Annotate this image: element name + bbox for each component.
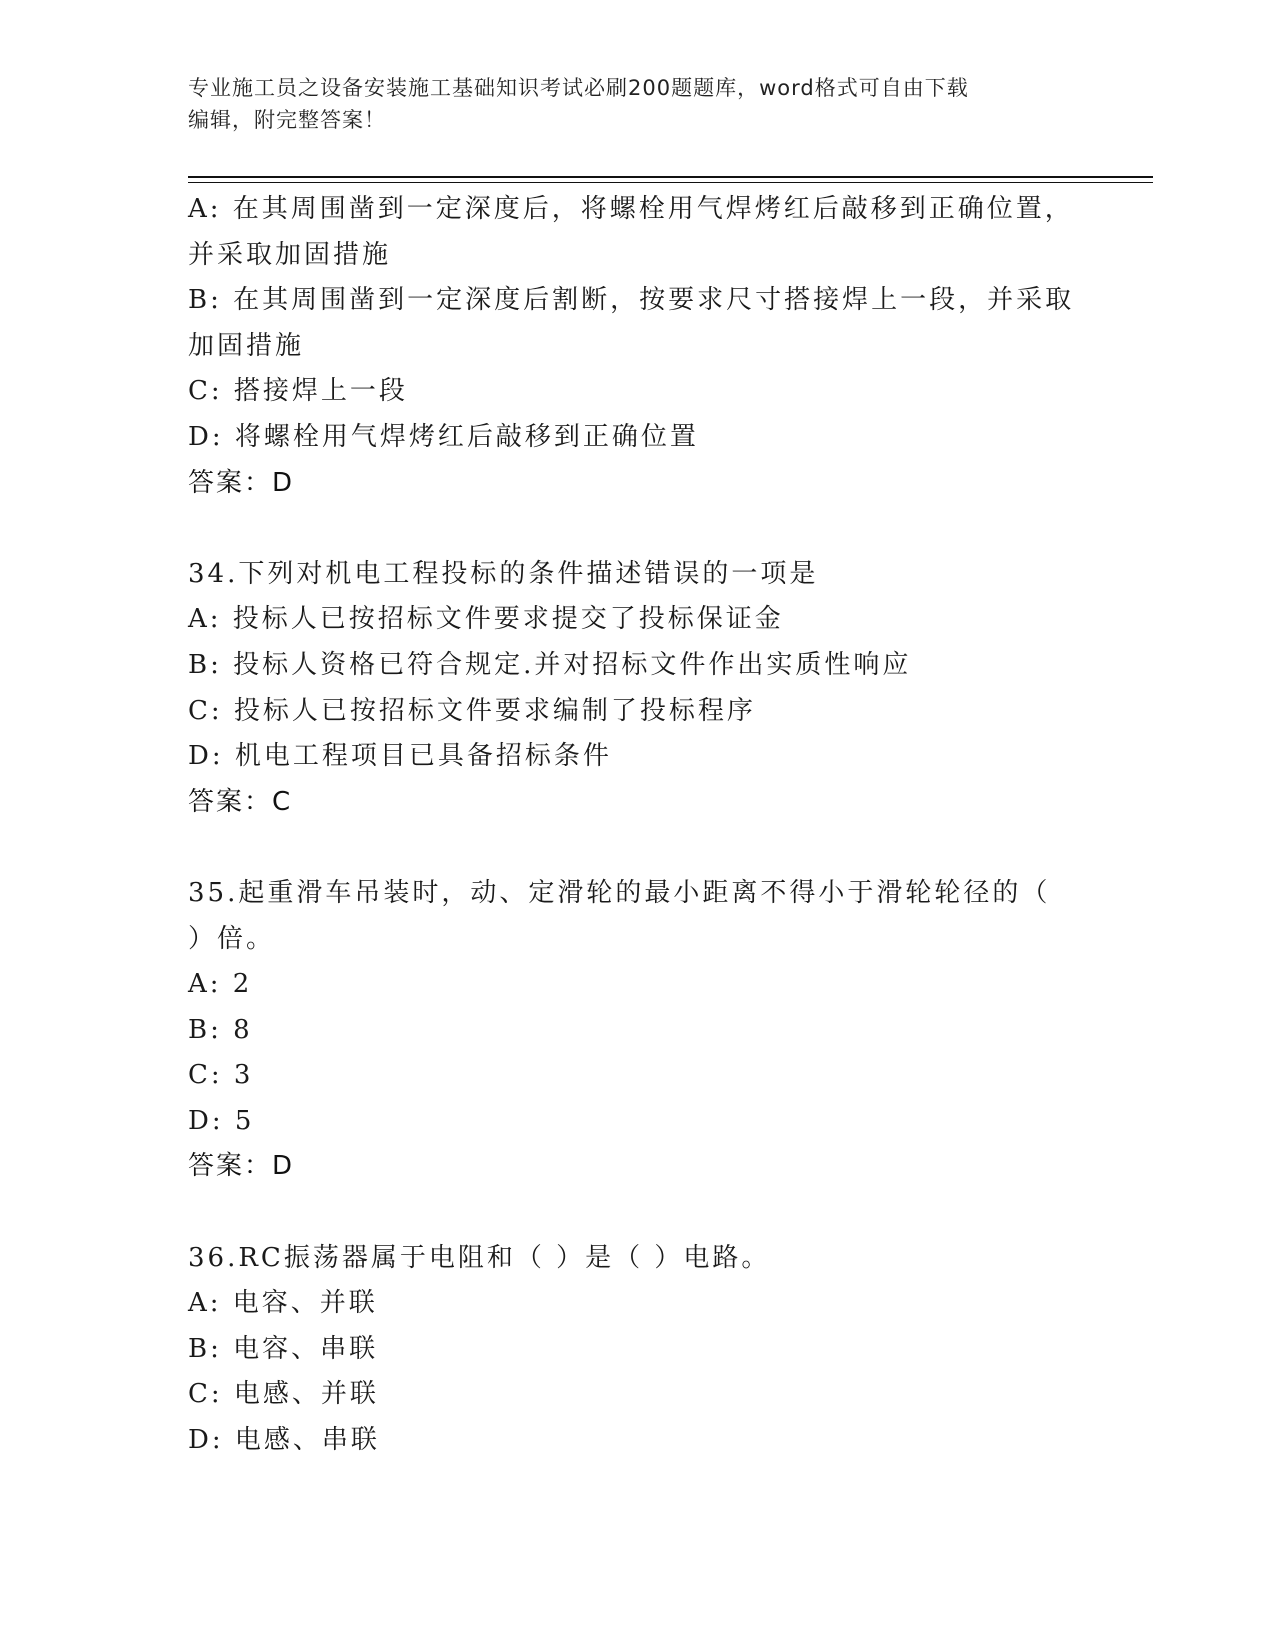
option-a: A: 2 — [188, 969, 253, 1000]
option-a: A: 电容、并联 — [188, 1288, 378, 1319]
header-title-line-2: 编辑，附完整答案！ — [188, 108, 386, 132]
question-35 — [188, 871, 1088, 1190]
answer: 答案：D — [188, 467, 295, 498]
option-c: C: 电感、并联 — [188, 1379, 379, 1410]
question-text: 34.下列对机电工程投标的条件描述错误的一项是 — [188, 558, 819, 589]
option-a-line-1: A: 在其周围凿到一定深度后，将螺栓用气焊烤红后敲移到正确位置， — [188, 194, 1074, 224]
header-title-line-1: 专业施工员之设备安装施工基础知识考试必刷200题题库，word格式可自由下载 — [188, 76, 969, 100]
option-b-line-2: 加固措施 — [188, 330, 305, 361]
question-33 — [188, 187, 1088, 506]
question-34 — [188, 552, 1088, 826]
option-c: C: 搭接焊上一段 — [188, 376, 408, 407]
option-b: B: 8 — [188, 1014, 253, 1045]
spacer — [188, 1190, 1088, 1236]
option-c: C: 3 — [188, 1060, 254, 1091]
option-b: B: 电容、串联 — [188, 1333, 379, 1364]
option-b-line-1: B: 在其周围凿到一定深度后割断，按要求尺寸搭接焊上一段，并采取 — [188, 285, 1075, 316]
option-d: D: 电感、串联 — [188, 1425, 380, 1456]
question-text-line-2: ）倍。 — [188, 923, 276, 954]
option-a: A: 投标人已按招标文件要求提交了投标保证金 — [188, 604, 784, 635]
option-d: D: 机电工程项目已具备招标条件 — [188, 741, 612, 772]
question-text-line-1: 35.起重滑车吊装时，动、定滑轮的最小距离不得小于滑轮轮径的（ — [188, 877, 1051, 908]
answer: 答案：D — [188, 1151, 295, 1182]
spacer — [188, 825, 1088, 871]
spacer — [188, 506, 1088, 552]
question-list — [188, 187, 1088, 1464]
document-header — [188, 72, 1068, 136]
header-divider-thin — [188, 182, 1153, 183]
option-a-line-2: 并采取加固措施 — [188, 239, 392, 270]
option-c: C: 投标人已按招标文件要求编制了投标程序 — [188, 695, 756, 726]
answer: 答案：C — [188, 786, 293, 817]
question-text: 36.RC振荡器属于电阻和（ ）是（ ）电路。 — [188, 1242, 771, 1273]
option-d: D: 5 — [188, 1105, 255, 1136]
option-d: D: 将螺栓用气焊烤红后敲移到正确位置 — [188, 421, 699, 452]
header-divider-thick — [188, 176, 1153, 178]
option-b: B: 投标人资格已符合规定.并对招标文件作出实质性响应 — [188, 649, 912, 680]
question-36 — [188, 1236, 1088, 1464]
